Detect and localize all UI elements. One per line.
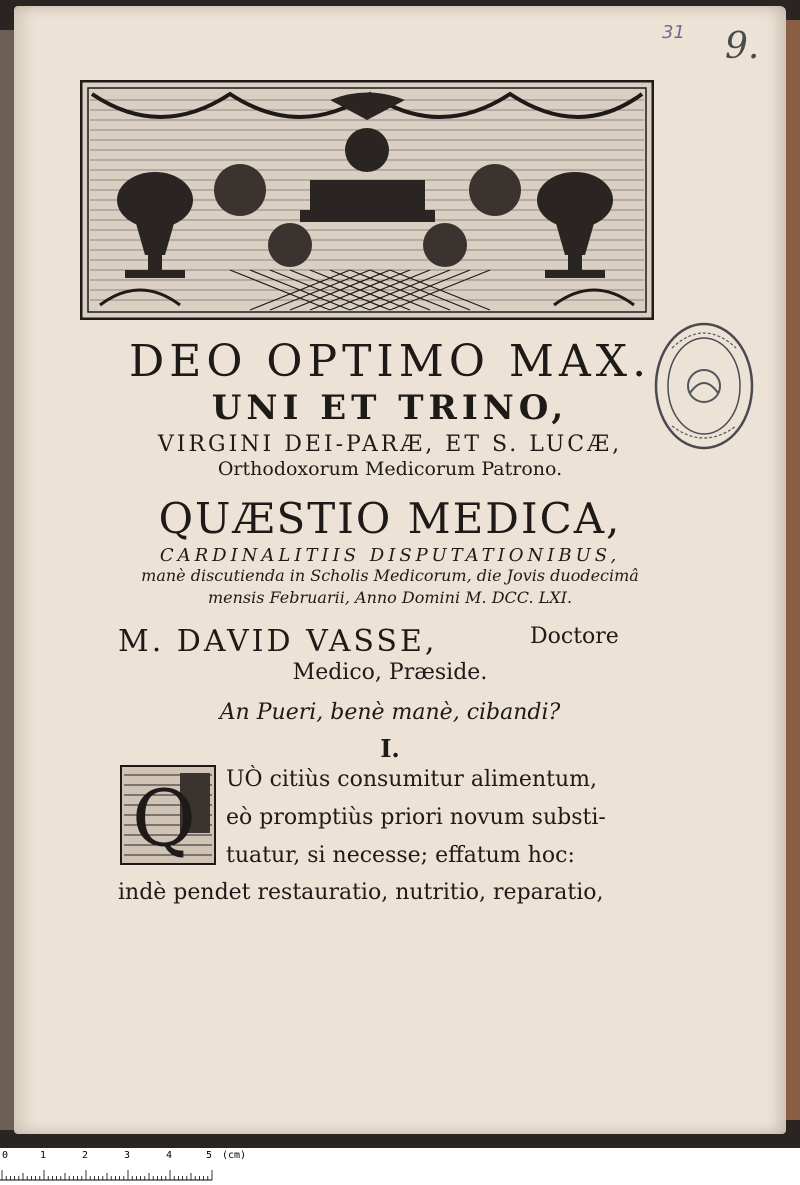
- dedication-line-2: UNI ET TRINO,: [211, 388, 569, 428]
- ruler-label-0: 0: [2, 1150, 9, 1161]
- pencil-folio-number: 31: [662, 22, 685, 43]
- ink-folio-number: 9.: [725, 26, 760, 67]
- ruler-label-5: 5: [206, 1150, 213, 1161]
- ruler-unit-label: (cm): [222, 1150, 247, 1161]
- body-line-4: indè pendet restauratio, nutritio, reparatio,: [118, 880, 604, 905]
- dropcap-image: [120, 765, 216, 865]
- praeses-name: M. DAVID VASSE,: [118, 624, 438, 659]
- dedication-line-3: VIRGINI DEI-PARÆ, ET S. LUCÆ,: [157, 432, 623, 457]
- dedication-line-1: DEO OPTIMO MAX.: [128, 336, 652, 387]
- ruler-label-1: 1: [40, 1150, 47, 1161]
- praeses-line-2: Medico, Præside.: [292, 660, 488, 685]
- disputation-details-line-2: mensis Februarii, Anno Domini M. DCC. LXI.: [207, 588, 573, 607]
- book-cover-edge: [784, 20, 800, 1120]
- ruler-label-3: 3: [124, 1150, 131, 1161]
- praeses-title: Doctore: [530, 624, 619, 649]
- section-number: I.: [380, 734, 400, 763]
- disputation-details-line-1: manè discutienda in Scholis Medicorum, die Jovis duodecimâ: [141, 566, 639, 585]
- thesis-heading: QUÆSTIO MEDICA,: [158, 494, 622, 543]
- body-line-1: UÒ citiùs consumitur alimentum,: [226, 767, 597, 792]
- ruler-ticks: [0, 1160, 240, 1182]
- dropcap-letter: Q: [132, 774, 196, 864]
- ruler-label-2: 2: [82, 1150, 89, 1161]
- question-title: An Pueri, benè manè, cibandi?: [219, 700, 561, 725]
- ruler-label-4: 4: [166, 1150, 173, 1161]
- disputation-line: CARDINALITIIS DISPUTATIONIBUS,: [159, 545, 621, 566]
- body-line-3: tuatur, si necesse; effatum hoc:: [226, 843, 575, 868]
- woodcut-headpiece-image: [80, 80, 654, 320]
- body-line-2: eò promptiùs priori novum substi-: [226, 805, 606, 830]
- dedication-line-4: Orthodoxorum Medicorum Patrono.: [217, 458, 563, 480]
